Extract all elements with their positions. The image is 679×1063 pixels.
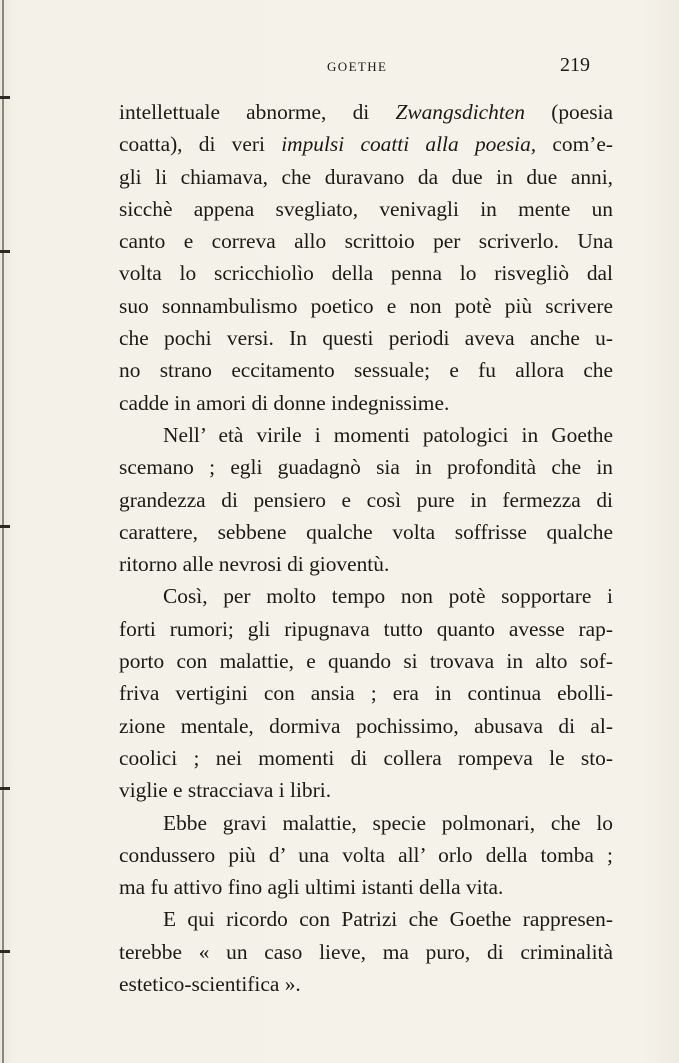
text-run: scemano ; egli guadagnò sia in profondità che in	[119, 455, 613, 480]
text-line	[119, 871, 613, 903]
text-run: coolici ; nei momenti di collera rompeva le sto-	[119, 745, 613, 770]
text-run: E qui ricordo con Patrizi che Goethe rappresen-	[163, 907, 613, 932]
text-run: intellettuale abnorme, di	[119, 100, 396, 124]
text-run: ritorno alle nevrosi di gioventù.	[119, 552, 390, 577]
text-line	[119, 645, 613, 677]
text-line	[119, 548, 613, 580]
text-run: canto e correva allo scrittoio per scriverlo. Una	[119, 229, 613, 254]
text-line	[119, 290, 613, 322]
text-line	[119, 774, 613, 806]
edge-mark	[0, 96, 10, 99]
running-head: GOETHE	[327, 59, 388, 74]
text-line	[119, 742, 613, 774]
text-run: che pochi versi. In questi periodi aveva anche u-	[119, 326, 613, 351]
text-line	[119, 387, 613, 419]
text-run: porto con malattie, e quando si trovava in alto sof-	[119, 649, 613, 674]
text-line	[119, 419, 613, 451]
text-run: grandezza di pensiero e così pure in fermezza di	[119, 487, 613, 512]
text-run: zione mentale, dormiva pochissimo, abusava di al-	[119, 713, 613, 738]
text-line	[119, 839, 613, 871]
text-line	[119, 161, 613, 193]
text-line	[119, 613, 613, 645]
text-line	[119, 225, 613, 257]
italic-run: Zwangsdichten	[395, 100, 525, 124]
text-line	[119, 580, 613, 612]
text-line	[119, 903, 613, 935]
text-line	[119, 807, 613, 839]
text-run: volta lo scricchiolìo della penna lo risvegliò dal	[119, 261, 613, 286]
text-run: Ebbe gravi malattie, specie polmonari, che lo	[163, 810, 613, 835]
text-run: Nell’ età virile i momenti patologici in Goethe	[163, 422, 613, 447]
text-run: ma fu attivo fino agli ultimi istanti della vita.	[119, 875, 504, 900]
text-run: coatta), di veri	[119, 132, 282, 157]
text-run: (poesia	[525, 100, 613, 124]
edge-mark	[0, 525, 10, 528]
text-line	[119, 322, 613, 354]
text-run: cadde in amori di donne indegnissime.	[119, 390, 450, 415]
edge-mark	[0, 950, 10, 953]
text-line	[119, 484, 613, 516]
text-run: viglie e stracciava i libri.	[119, 778, 332, 803]
text-line	[119, 193, 613, 225]
text-run: suo sonnambulismo poetico e non potè più scrivere	[119, 293, 613, 318]
text-run: sicchè appena svegliato, venivagli in mente un	[119, 196, 613, 221]
text-run: estetico-scientifica ».	[119, 972, 301, 997]
text-line	[119, 710, 613, 742]
text-run: friva vertigini con ansia ; era in continua ebolli-	[119, 681, 613, 706]
italic-run: impulsi coatti alla poesia,	[281, 132, 537, 157]
binding-edge	[2, 0, 4, 1063]
edge-mark	[0, 250, 10, 253]
text-run: no strano eccitamento sessuale; e fu allora che	[119, 358, 613, 383]
text-line	[119, 257, 613, 289]
text-line	[119, 128, 613, 160]
text-run: gli li chiamava, che duravano da due in due anni,	[119, 164, 613, 189]
text-line	[119, 354, 613, 386]
page-number: 219	[560, 54, 590, 76]
page-header	[0, 54, 679, 80]
text-run: com’e-	[536, 132, 613, 157]
text-run: terebbe « un caso lieve, ma puro, di criminalità	[119, 939, 613, 964]
text-run: carattere, sebbene qualche volta soffrisse qualche	[119, 519, 613, 544]
text-line	[119, 451, 613, 483]
text-run: Così, per molto tempo non potè sopportare i	[163, 584, 613, 609]
text-line	[119, 968, 613, 1000]
text-line	[119, 677, 613, 709]
edge-mark	[0, 787, 10, 790]
text-run: forti rumori; gli ripugnava tutto quanto avesse rap-	[119, 616, 613, 641]
text-run: condussero più d’ una volta all’ orlo della tomba ;	[119, 842, 613, 867]
text-line	[119, 96, 613, 128]
text-line	[119, 516, 613, 548]
body-text	[119, 96, 613, 1000]
text-line	[119, 936, 613, 968]
